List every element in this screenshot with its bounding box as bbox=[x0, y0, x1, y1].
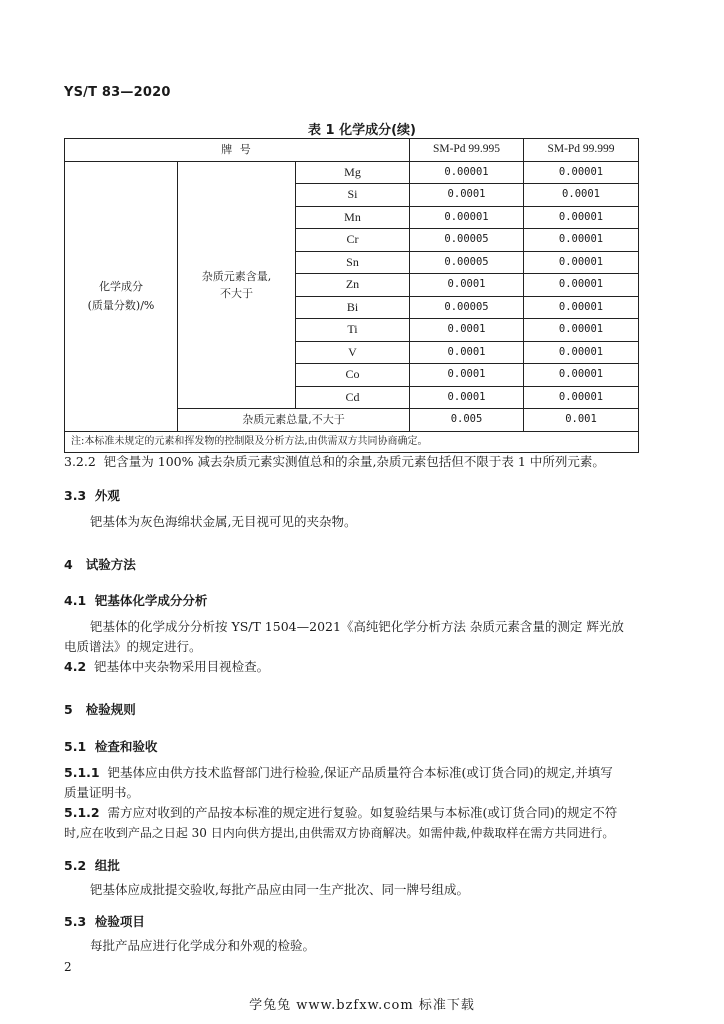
para-3-3: 钯基体为灰色海绵状金属,无目视可见的夹杂物。 bbox=[90, 514, 357, 529]
value-cell-a: 0.00001 bbox=[410, 206, 524, 229]
clause-text: 钯含量为 100% 减去杂质元素实测值总和的余量,杂质元素包括但不限于表 1 中所列元素。 bbox=[103, 454, 605, 469]
page-number: 2 bbox=[64, 960, 72, 974]
value-cell-a: 0.0001 bbox=[410, 386, 524, 409]
clause-5-1-2-line-1 bbox=[64, 803, 617, 823]
value-cell-a: 0.00005 bbox=[410, 251, 524, 274]
grade-header-b: SM-Pd 99.999 bbox=[524, 139, 639, 162]
element-cell: Bi bbox=[296, 296, 410, 319]
clause-text: 需方应对收到的产品按本标准的规定进行复验。如复验结果与本标准(或订货合同)的规定不符 bbox=[107, 805, 618, 820]
heading-5-2 bbox=[64, 856, 120, 874]
heading-number: 4 bbox=[64, 557, 73, 572]
table-note: 注:本标准未规定的元素和挥发物的控制限及分析方法,由供需双方共同协商确定。 bbox=[65, 431, 639, 452]
para-4-1-line-2: 电质谱法》的规定进行。 bbox=[64, 639, 202, 654]
value-cell-b: 0.00001 bbox=[524, 386, 639, 409]
value-cell-a: 0.0001 bbox=[410, 319, 524, 342]
group-label-line-1: 化学成分 bbox=[99, 280, 143, 293]
clause-number: 4.2 bbox=[64, 659, 87, 674]
heading-number: 5 bbox=[64, 702, 73, 717]
total-label-cell: 杂质元素总量,不大于 bbox=[178, 409, 410, 432]
value-cell-a: 0.0001 bbox=[410, 184, 524, 207]
element-cell: Cd bbox=[296, 386, 410, 409]
heading-title: 组批 bbox=[94, 858, 120, 873]
heading-5-1 bbox=[64, 737, 157, 755]
element-cell: Sn bbox=[296, 251, 410, 274]
heading-5 bbox=[64, 700, 136, 718]
brand-header: 牌 号 bbox=[65, 139, 410, 162]
value-cell-b: 0.00001 bbox=[524, 274, 639, 297]
table-row bbox=[65, 161, 639, 184]
clause-4-2 bbox=[64, 657, 269, 677]
value-cell-b: 0.00001 bbox=[524, 251, 639, 274]
heading-number: 5.1 bbox=[64, 739, 87, 754]
element-cell: V bbox=[296, 341, 410, 364]
document-id: YS/T 83—2020 bbox=[64, 85, 171, 100]
sub-label-cell bbox=[178, 161, 296, 409]
sub-label-line-1: 杂质元素含量, bbox=[201, 269, 272, 283]
value-cell-b: 0.00001 bbox=[524, 296, 639, 319]
value-cell-b: 0.00001 bbox=[524, 341, 639, 364]
heading-title: 试验方法 bbox=[85, 557, 136, 572]
value-cell-a: 0.00005 bbox=[410, 296, 524, 319]
clause-number: 5.1.1 bbox=[64, 765, 100, 780]
value-cell-a: 0.00005 bbox=[410, 229, 524, 252]
clause-text: 钯基体中夹杂物采用目视检查。 bbox=[94, 659, 270, 674]
value-cell-b: 0.00001 bbox=[524, 229, 639, 252]
para-5-2: 钯基体应成批提交验收,每批产品应由同一生产批次、同一牌号组成。 bbox=[90, 882, 469, 897]
table-caption: 表 1 化学成分(续) bbox=[308, 123, 416, 138]
heading-number: 4.1 bbox=[64, 593, 87, 608]
element-cell: Si bbox=[296, 184, 410, 207]
element-cell: Zn bbox=[296, 274, 410, 297]
para-5-3: 每批产品应进行化学成分和外观的检验。 bbox=[90, 938, 316, 953]
heading-3-3 bbox=[64, 486, 120, 504]
value-cell-a: 0.0001 bbox=[410, 274, 524, 297]
heading-5-3 bbox=[64, 912, 145, 930]
total-value-b: 0.001 bbox=[524, 409, 639, 432]
value-cell-a: 0.0001 bbox=[410, 341, 524, 364]
value-cell-b: 0.00001 bbox=[524, 161, 639, 184]
element-cell: Mg bbox=[296, 161, 410, 184]
heading-4-1 bbox=[64, 591, 207, 609]
heading-title: 外观 bbox=[94, 488, 120, 503]
value-cell-b: 0.0001 bbox=[524, 184, 639, 207]
clause-3-2-2 bbox=[64, 452, 605, 472]
group-label-line-2: (质量分数)/% bbox=[87, 299, 155, 312]
value-cell-b: 0.00001 bbox=[524, 319, 639, 342]
heading-number: 5.2 bbox=[64, 858, 87, 873]
heading-title: 钯基体化学成分分析 bbox=[94, 593, 208, 608]
element-cell: Mn bbox=[296, 206, 410, 229]
value-cell-b: 0.00001 bbox=[524, 206, 639, 229]
element-cell: Co bbox=[296, 364, 410, 387]
heading-number: 5.3 bbox=[64, 914, 87, 929]
total-value-a: 0.005 bbox=[410, 409, 524, 432]
clause-5-1-2-line-2: 时,应在收到产品之日起 30 日内向供方提出,由供需双方协商解决。如需仲裁,仲裁取样在需方共同进行。 bbox=[64, 826, 615, 840]
value-cell-b: 0.00001 bbox=[524, 364, 639, 387]
table-note-row bbox=[65, 431, 639, 452]
sub-label-line-2: 不大于 bbox=[220, 286, 253, 300]
chemical-composition-table bbox=[64, 138, 639, 453]
clause-number: 3.2.2 bbox=[64, 454, 96, 469]
clause-5-1-1-line-2: 质量证明书。 bbox=[64, 785, 140, 800]
value-cell-a: 0.00001 bbox=[410, 161, 524, 184]
element-cell: Ti bbox=[296, 319, 410, 342]
heading-number: 3.3 bbox=[64, 488, 87, 503]
value-cell-a: 0.0001 bbox=[410, 364, 524, 387]
group-label-cell bbox=[65, 161, 178, 431]
heading-title: 检验项目 bbox=[94, 914, 145, 929]
clause-text: 钯基体应由供方技术监督部门进行检验,保证产品质量符合本标准(或订货合同)的规定,并填写 bbox=[107, 765, 613, 780]
clause-number: 5.1.2 bbox=[64, 805, 100, 820]
element-cell: Cr bbox=[296, 229, 410, 252]
heading-4 bbox=[64, 555, 136, 573]
heading-title: 检查和验收 bbox=[94, 739, 158, 754]
grade-header-a: SM-Pd 99.995 bbox=[410, 139, 524, 162]
heading-title: 检验规则 bbox=[85, 702, 136, 717]
para-4-1-line-1: 钯基体的化学成分分析按 YS/T 1504—2021《高纯钯化学分析方法 杂质元素含量的测定 辉光放 bbox=[90, 619, 624, 634]
table-header-row bbox=[65, 139, 639, 162]
clause-5-1-1-line-1 bbox=[64, 763, 613, 783]
footer-watermark: 学兔兔 www.bzfxw.com 标准下载 bbox=[249, 998, 475, 1013]
